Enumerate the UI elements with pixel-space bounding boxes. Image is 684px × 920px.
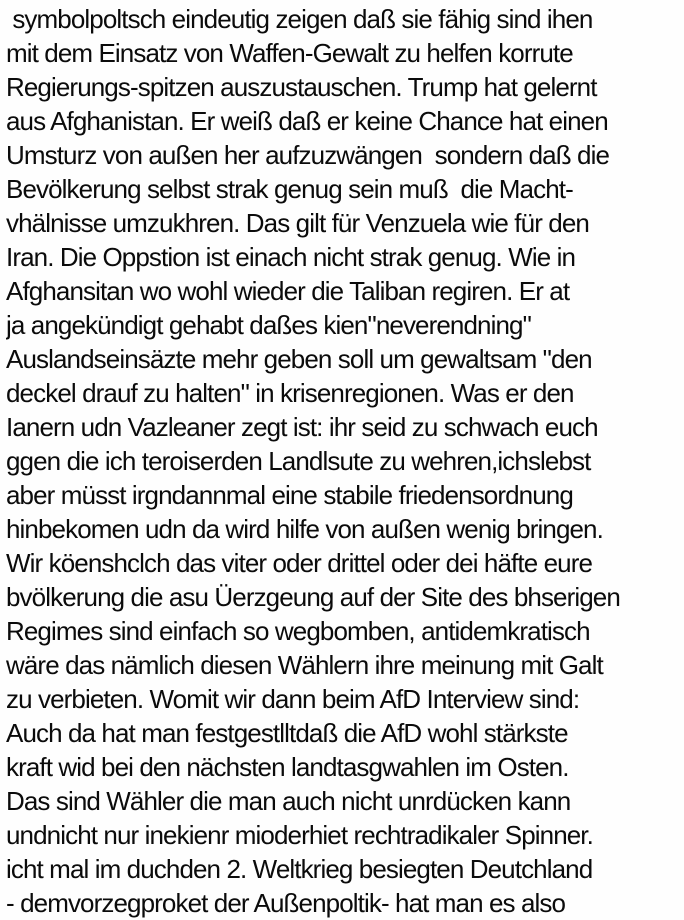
text-line: kraft wid bei den nächsten landtasgwahlen im Osten. bbox=[6, 752, 569, 782]
text-line: Wir köenshclch das viter oder drittel oder dei häfte eure bbox=[6, 548, 593, 578]
text-line: Regimes sind einfach so wegbomben, antidemkratisch bbox=[6, 616, 590, 646]
text-line: Umsturz von außen her aufzuzwängen sondern daß die bbox=[6, 140, 610, 170]
text-line: Ianern udn Vazleaner zegt ist: ihr seid zu schwach euch bbox=[6, 412, 598, 442]
text-line: Afghansitan wo wohl wieder die Taliban regiren. Er at bbox=[6, 276, 570, 306]
text-line: wäre das nämlich diesen Wählern ihre meinung mit Galt bbox=[6, 650, 603, 680]
text-line: ja angekündigt gehabt daßes kien"neverendning" bbox=[6, 310, 531, 340]
text-line: icht mal im duchden 2. Weltkrieg besiegten Deutchland bbox=[6, 854, 593, 884]
text-line: - demvorzegproket der Außenpoltik- hat man es also bbox=[6, 888, 566, 918]
text-line: aus Afghanistan. Er weiß daß er keine Chance hat einen bbox=[6, 106, 608, 136]
text-line: Iran. Die Oppstion ist einach nicht strak genug. Wie in bbox=[6, 242, 576, 272]
text-line: mit dem Einsatz von Waffen-Gewalt zu helfen korrute bbox=[6, 38, 573, 68]
text-line: Auch da hat man festgestlltdaß die AfD wohl stärkste bbox=[6, 718, 568, 748]
text-line: Regierungs-spitzen auszustauschen. Trump hat gelernt bbox=[6, 72, 597, 102]
text-line: ggen die ich teroiserden Landlsute zu wehren,ichslebst bbox=[6, 446, 591, 476]
text-line: undnicht nur inekienr mioderhiet rechtradikaler Spinner. bbox=[6, 820, 593, 850]
text-line: vhälnisse umzukhren. Das gilt für Venzuela wie für den bbox=[6, 208, 589, 238]
text-line: Das sind Wähler die man auch nicht unrdücken kann bbox=[6, 786, 571, 816]
text-line: Bevölkerung selbst strak genug sein muß die Macht- bbox=[6, 174, 573, 204]
text-line: aber müsst irgndannmal eine stabile friedensordnung bbox=[6, 480, 573, 510]
text-line: Auslandseinsäzte mehr geben soll um gewaltsam "den bbox=[6, 344, 592, 374]
text-line: symbolpoltsch eindeutig zeigen daß sie fähig sind ihen bbox=[6, 4, 593, 34]
text-line: deckel drauf zu halten" in krisenregionen. Was er den bbox=[6, 378, 574, 408]
text-line: hinbekomen udn da wird hilfe von außen wenig bringen. bbox=[6, 514, 603, 544]
text-line: zu verbieten. Womit wir dann beim AfD Interview sind: bbox=[6, 684, 580, 714]
text-line: bvölkerung die asu Üerzgeung auf der Site des bhserigen bbox=[6, 582, 620, 612]
